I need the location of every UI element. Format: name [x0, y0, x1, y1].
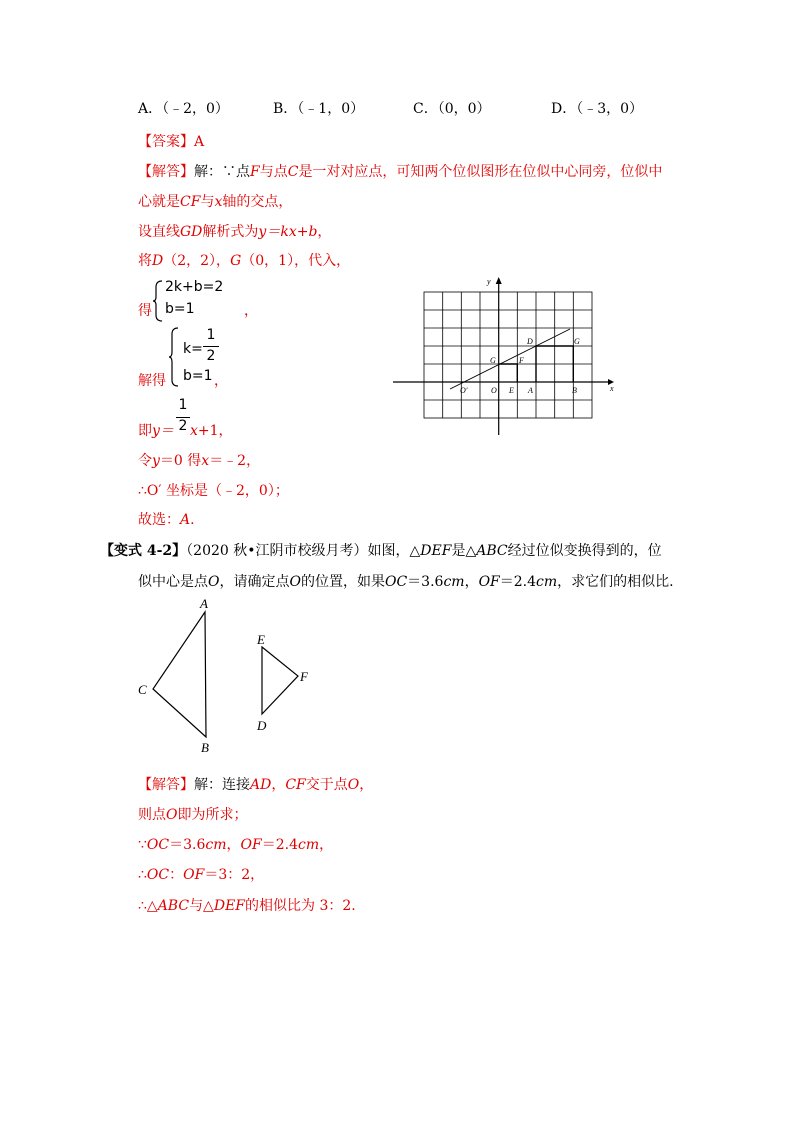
text: 的位置，如果: [300, 574, 385, 590]
coordinate-graph: [388, 272, 618, 437]
brace-2: [168, 326, 180, 388]
label-o-prime: O′: [460, 386, 468, 395]
variant-line1: [100, 542, 662, 560]
text: DEF: [213, 898, 246, 914]
small-square: [499, 364, 518, 382]
text: ：: [169, 867, 184, 883]
text: DEF: [420, 543, 452, 559]
text: y＝: [152, 423, 174, 439]
text: OF: [478, 574, 500, 590]
text: 轴的交点，: [222, 194, 293, 210]
solution1-line1: [138, 163, 662, 181]
text: A: [180, 512, 191, 528]
text: cm: [443, 574, 465, 590]
text: 解：∵点: [194, 164, 250, 180]
variant-line2: [138, 573, 674, 591]
label-b: B: [201, 740, 209, 755]
text: ∵: [138, 837, 147, 853]
solution1-line3: [138, 223, 331, 241]
text: G: [230, 253, 242, 269]
text: 解：连接: [194, 777, 250, 793]
ie-num: 1: [178, 397, 188, 413]
system1-eq2: b=1: [165, 301, 195, 317]
solution2-line4: [138, 866, 264, 884]
text: ，请确定点: [219, 574, 290, 590]
triangle-abc: [153, 612, 206, 737]
text: ∴: [138, 867, 147, 883]
label-a: A: [528, 386, 533, 395]
text: C: [287, 164, 299, 180]
text: ∴△: [138, 898, 158, 914]
text: （2，2），: [163, 253, 231, 269]
let-line: [138, 452, 260, 470]
text: O: [347, 777, 360, 793]
text: ＝2.4: [499, 574, 537, 590]
system1-eq1: 2k+b=2: [165, 279, 224, 295]
system2-tail: ，: [214, 373, 228, 389]
coord-line: ∴O′ 坐标是（﹣2，0）；: [138, 483, 289, 499]
text: ABC: [157, 898, 190, 914]
get-label: 得: [138, 303, 152, 319]
text: F: [250, 164, 260, 180]
text: ，: [226, 837, 241, 853]
text: ＝3.6: [407, 574, 444, 590]
text: O: [289, 574, 301, 590]
text: cm: [297, 837, 320, 853]
text: 设直线: [138, 224, 180, 240]
text: x: [190, 423, 198, 439]
text: 令: [138, 453, 152, 469]
answer-tag: 【答案】: [138, 134, 194, 150]
text: 如图，△: [367, 543, 421, 559]
option-b: B．（﹣1，0）: [273, 101, 365, 117]
variant-tag: 【变式 4-2】: [100, 543, 187, 559]
text: .: [190, 512, 195, 528]
ie-suffix: [190, 422, 233, 440]
triangles-figure: [130, 592, 330, 762]
grid: [424, 292, 592, 418]
label-o: O: [491, 386, 497, 395]
label-g2: G: [574, 337, 580, 346]
solution1-line2: [138, 193, 292, 211]
label-e: E: [509, 386, 514, 395]
label-a: A: [200, 596, 208, 611]
label-y: y: [487, 277, 491, 286]
text: GD: [180, 224, 203, 240]
label-e: E: [257, 632, 265, 647]
system2-eq2: b=1: [183, 368, 213, 384]
solution2-tag: 【解答】: [138, 777, 194, 793]
text: （2020 秋•江阴市校级月考）: [186, 543, 368, 559]
system2-den: 2: [206, 348, 216, 364]
text: 似中心是点: [138, 574, 208, 590]
label-b: B: [572, 386, 577, 395]
text: 与△: [189, 898, 214, 914]
solution2-line3: [138, 836, 333, 854]
text: AD: [250, 777, 272, 793]
line-gd: [450, 329, 570, 389]
text: +1，: [197, 423, 233, 439]
option-d: D．（﹣3，0）: [551, 101, 644, 117]
text: ＝2.4: [261, 837, 298, 853]
system2-k: k=: [183, 341, 203, 357]
label-c: C: [138, 682, 147, 697]
text: 经过位似变换得到的，位: [507, 543, 662, 559]
text: D: [152, 253, 164, 269]
choose-line: [138, 511, 195, 529]
system1-tail: ，: [244, 303, 258, 319]
option-c: C．（0，0）: [413, 101, 491, 117]
solution2-line1: [138, 776, 373, 794]
text: 即为所求；: [177, 807, 248, 823]
label-f: F: [300, 669, 308, 684]
text: CF: [285, 777, 306, 793]
y-axis-arrow: [496, 277, 502, 284]
solution-tag: 【解答】: [138, 164, 194, 180]
text: CF: [180, 194, 201, 210]
text: ，求它们的相似比.: [557, 574, 674, 590]
text: O: [166, 807, 178, 823]
triangle-def: [262, 647, 298, 714]
text: ABC: [476, 543, 508, 559]
answer-line: [138, 133, 204, 151]
text: OC: [384, 574, 408, 590]
ie-den: 2: [178, 418, 188, 434]
text: OF: [183, 867, 205, 883]
text: y＝kx+b: [258, 224, 318, 240]
text: OC: [146, 867, 170, 883]
text: O: [208, 574, 220, 590]
text: ＝3.6: [169, 837, 206, 853]
text: ，: [319, 837, 334, 853]
text: y: [152, 453, 160, 469]
fraction-bar: [203, 346, 219, 347]
text: ，: [317, 224, 332, 240]
label-g1: G: [490, 356, 496, 365]
text: 与点: [259, 164, 288, 180]
text: 则点: [138, 807, 166, 823]
text: cm: [205, 837, 227, 853]
text: x: [201, 453, 210, 469]
label-f: F: [519, 356, 524, 365]
answer-value: A: [194, 134, 205, 150]
solve-label: 解得: [138, 373, 166, 389]
brace-1: [152, 279, 164, 323]
text: 的相似比为 3：2.: [245, 898, 356, 914]
text: cm: [536, 574, 558, 590]
solution1-line4: [138, 252, 350, 270]
label-d: D: [527, 337, 533, 346]
text: 故选：: [138, 512, 180, 528]
text: 交于点: [305, 777, 348, 793]
text: 是△: [451, 543, 477, 559]
text: ＝0 得: [159, 453, 202, 469]
ie-prefix: [138, 422, 174, 440]
label-x: x: [610, 384, 614, 393]
text: OC: [146, 837, 170, 853]
text: OF: [240, 837, 262, 853]
text: 将: [138, 253, 152, 269]
text: （0，1），代入，: [241, 253, 351, 269]
text: ＝﹣2，: [209, 453, 261, 469]
text: ，: [271, 777, 286, 793]
solution2-line2: [138, 806, 247, 824]
system2-num: 1: [206, 327, 216, 343]
text: ，: [464, 574, 479, 590]
text: 心就是: [138, 194, 180, 210]
text: 即: [138, 423, 152, 439]
text: 与: [200, 194, 215, 210]
solution2-line5: [138, 897, 356, 915]
text: ，: [359, 777, 374, 793]
option-a: A．（﹣2，0）: [138, 101, 229, 117]
text: ＝3：2，: [204, 867, 265, 883]
label-d: D: [257, 718, 267, 733]
text: 是一对对应点，可知两个位似图形在位似中心同旁，位似中: [298, 164, 663, 180]
text: 解析式为: [202, 224, 259, 240]
text: x: [214, 194, 223, 210]
